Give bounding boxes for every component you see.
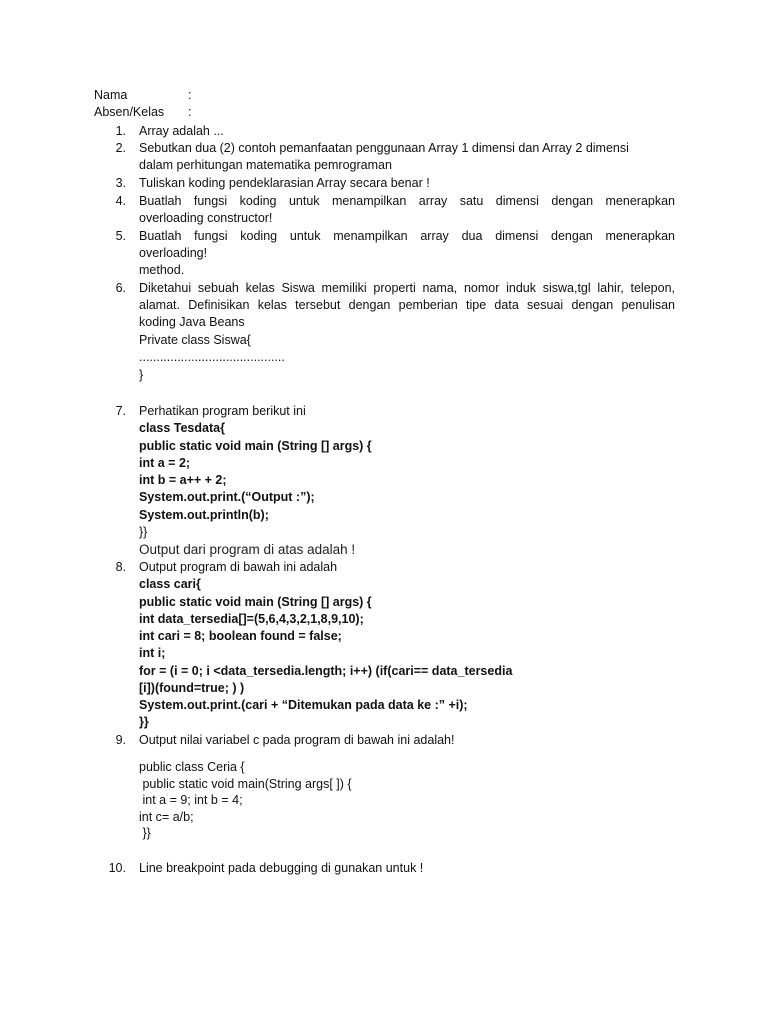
question-text: Output dari program di atas adalah ! (139, 542, 356, 557)
code-line: class cari{ (139, 577, 201, 591)
question-text: Diketahui sebuah kelas Siswa memiliki properti nama, nomor induk siswa,tgl lahir, telepon, (139, 281, 675, 295)
question-text: dalam perhitungan matematika pemrograman (139, 158, 392, 172)
code-line: int data_tersedia[]=(5,6,4,3,2,1,8,9,10); (139, 612, 364, 626)
question-text: Perhatikan program berikut ini (139, 404, 306, 418)
code-line: [i])(found=true; ) ) (139, 681, 245, 695)
code-line: public static void main(String args[ ]) { (139, 777, 352, 791)
absen-kelas-label: Absen/Kelas (94, 105, 165, 119)
code-line: System.out.print.(“Output :”); (139, 490, 315, 504)
code-line: .......................................... (139, 350, 285, 364)
question-number: 7. (115, 404, 126, 418)
question-number: 9. (115, 733, 126, 747)
code-line: int i; (139, 646, 166, 660)
code-line: int cari = 8; boolean found = false; (139, 629, 342, 643)
code-line: }} (139, 715, 149, 729)
code-line: Private class Siswa{ (139, 333, 251, 347)
code-line: int a = 9; int b = 4; (139, 793, 243, 807)
question-text: Output nilai variabel c pada program di bawah ini adalah! (139, 733, 455, 747)
nama-label: Nama (94, 88, 128, 102)
code-line: }} (139, 826, 151, 840)
code-line: int c= a/b; (139, 810, 194, 824)
question-number: 2. (115, 141, 126, 155)
code-line: int a = 2; (139, 456, 191, 470)
question-text: koding Java Beans (139, 315, 245, 329)
question-number: 1. (115, 124, 126, 138)
code-line: }} (139, 525, 148, 539)
code-line: System.out.println(b); (139, 508, 269, 522)
question-number: 10. (108, 861, 126, 875)
question-text: Line breakpoint pada debugging di gunakan untuk ! (139, 861, 424, 875)
code-line: int b = a++ + 2; (139, 473, 227, 487)
code-line: } (139, 368, 144, 382)
question-text: alamat. Definisikan kelas tersebut dengan pemberian tipe data sesuai dengan penulisan (139, 298, 675, 312)
code-line: public class Ceria { (139, 760, 245, 774)
code-line: public static void main (String [] args) { (139, 439, 372, 453)
code-line: public static void main (String [] args) { (139, 595, 372, 609)
code-line: System.out.print.(cari + “Ditemukan pada data ke :” +i); (139, 698, 468, 712)
question-text: Output program di bawah ini adalah (139, 560, 338, 574)
question-text: Tuliskan koding pendeklarasian Array secara benar ! (139, 176, 430, 190)
question-number: 5. (115, 229, 126, 243)
question-text: Array adalah ... (139, 124, 224, 138)
question-text: Sebutkan dua (2) contoh pemanfaatan penggunaan Array 1 dimensi dan Array 2 dimensi (139, 141, 629, 155)
nama-colon: : (188, 88, 192, 102)
question-number: 4. (115, 194, 126, 208)
code-line: class Tesdata{ (139, 421, 225, 435)
code-line: for = (i = 0; i <data_tersedia.length; i++) (if(cari== data_tersedia (139, 664, 513, 678)
question-text: overloading constructor! (139, 211, 273, 225)
absen-kelas-colon: : (188, 105, 192, 119)
question-number: 3. (115, 176, 126, 190)
question-text: Buatlah fungsi koding untuk menampilkan array satu dimensi dengan menerapkan (139, 194, 675, 208)
question-number: 6. (115, 281, 126, 295)
question-text: method. (139, 263, 185, 277)
question-text: overloading! (139, 246, 208, 260)
question-number: 8. (115, 560, 126, 574)
question-text: Buatlah fungsi koding untuk menampilkan array dua dimensi dengan menerapkan (139, 229, 675, 243)
